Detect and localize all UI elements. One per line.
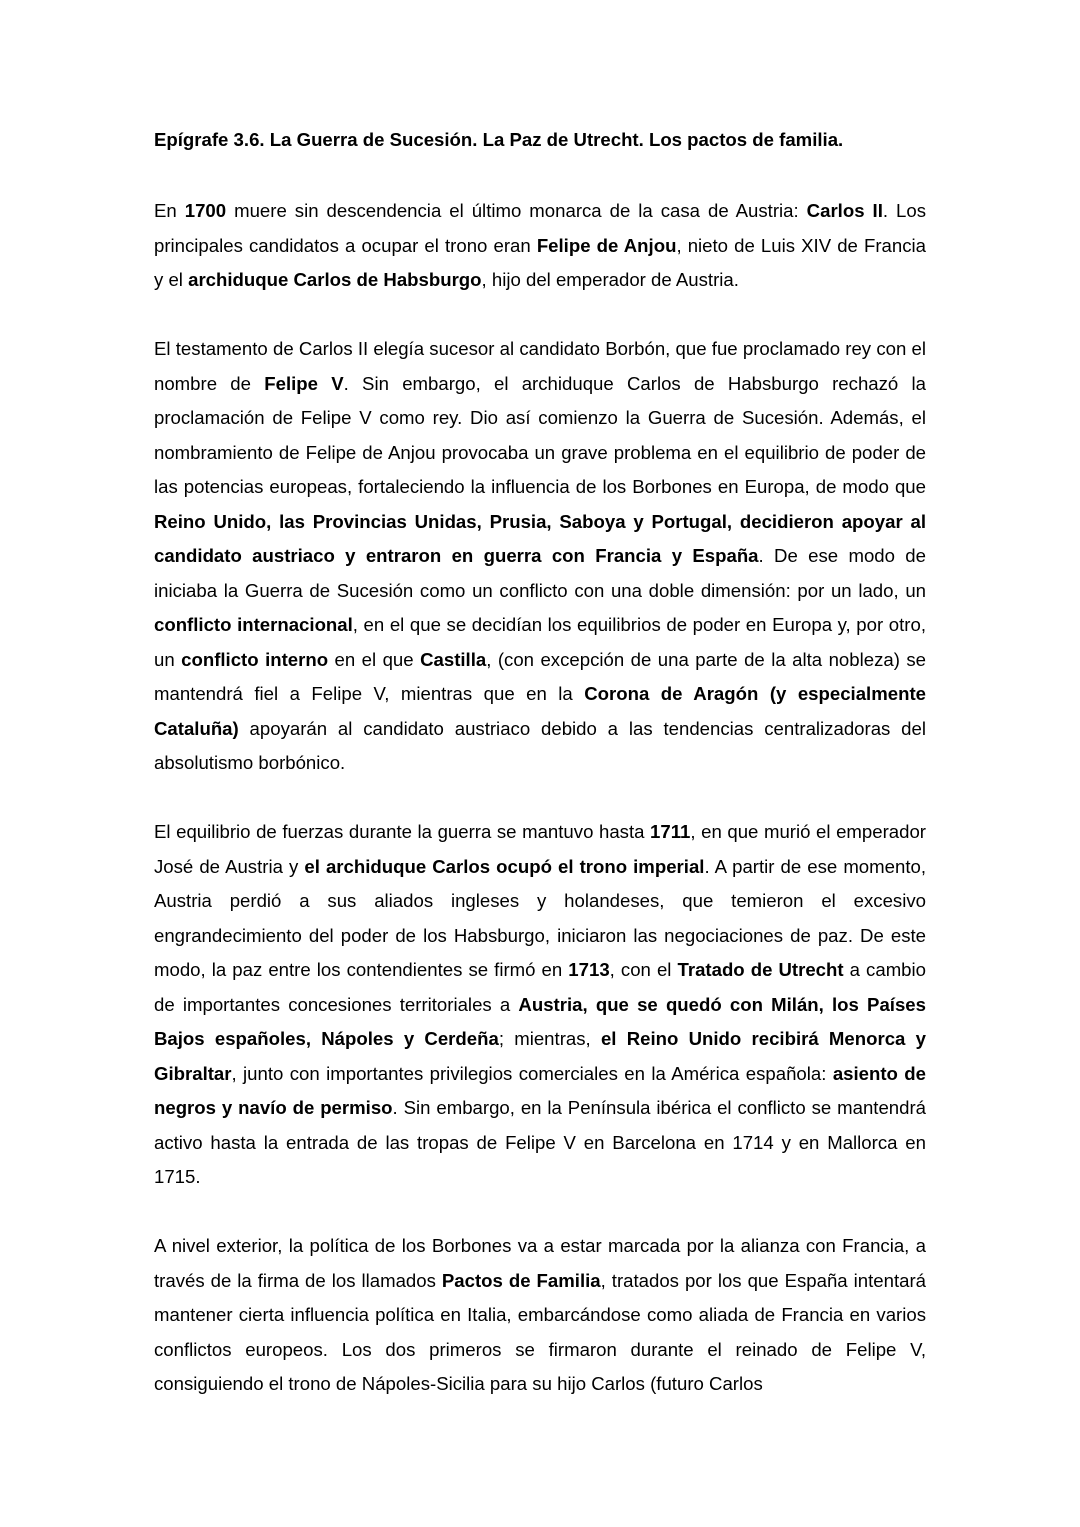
bold-text-run: asiento de negros y navío de permiso xyxy=(154,1062,926,1118)
bold-text-run: 1700 xyxy=(184,200,227,221)
bold-text-run: archiduque Carlos de Habsburgo xyxy=(188,269,482,290)
text-run: . De ese modo de iniciaba la Guerra de Sucesión como un conflicto con una doble dimensión: por un lado, un xyxy=(154,545,926,601)
text-run: , (con excepción de una parte de la alta nobleza) se mantendrá fiel a Felipe V, mientras que en la xyxy=(154,648,926,704)
text-run: ; mientras, xyxy=(498,1028,601,1049)
bold-text-run: Pactos de Familia xyxy=(441,1269,601,1291)
bold-text-run: Felipe V xyxy=(264,372,344,394)
bold-text-run: Felipe de Anjou xyxy=(536,234,677,256)
bold-text-run: Corona de Aragón (y especialmente Cataluña) xyxy=(154,683,926,739)
text-run: . A partir de ese momento, Austria perdió a sus aliados ingleses y holandeses, que temieron el excesivo engrandecimiento del poder de los Habsburgo, iniciaron las negociaciones de paz. De este modo, la paz entre los contendientes se firmó en xyxy=(154,855,926,980)
paragraph-succession xyxy=(154,194,926,298)
text-run: a cambio de importantes concesiones territoriales a xyxy=(154,959,926,1015)
text-run: muere sin descendencia el último monarca de la casa de Austria: xyxy=(226,200,807,221)
bold-text-run: conflicto internacional xyxy=(154,614,353,635)
text-run: El equilibrio de fuerzas durante la guerra se mantuvo hasta xyxy=(154,821,651,842)
text-run: . Sin embargo, el archiduque Carlos de Habsburgo rechazó la proclamación de Felipe V como rey. Dio así comienzo la Guerra de Sucesión. Además, el nombramiento de Felipe de Anjou provocaba un grave problema en el equilibrio de poder de las potencias europeas, fortaleciendo la influencia de los Borbones en Europa, de modo que xyxy=(154,372,926,497)
text-run: , nieto de Luis XIV de Francia y el xyxy=(154,234,926,290)
bold-text-run: el Reino Unido recibirá Menorca y Gibraltar xyxy=(154,1028,926,1084)
section-heading: Epígrafe 3.6. La Guerra de Sucesión. La Paz de Utrecht. Los pactos de familia. xyxy=(154,129,844,150)
text-run: en el que xyxy=(328,648,421,670)
paragraph-war xyxy=(154,332,926,781)
text-run: , en que murió el emperador José de Austria y xyxy=(154,821,926,877)
text-run: , en el que se decidían los equilibrios de poder en Europa y, por otro, un xyxy=(154,614,926,670)
bold-text-run: el archiduque Carlos ocupó el trono imperial xyxy=(304,855,705,877)
text-run: . Sin embargo, en la Península ibérica el conflicto se mantendrá activo hasta la entrada de las tropas de Felipe V en Barcelona en 1714 y en Mallorca en 1715. xyxy=(154,1097,927,1187)
bold-text-run: Reino Unido, las Provincias Unidas, Prusia, Saboya y Portugal, decidieron apoyar al candidato austriaco y entraron en guerra con Francia y España xyxy=(154,510,926,566)
text-run: , tratados por los que España intentará mantener cierta influencia política en Italia, embarcándose como aliada de Francia en varios conflictos europeos. Los dos primeros se firmaron durante el reinado de Felipe V, consiguiendo el trono de Nápoles-Sicilia para su hijo Carlos (futuro Carlos xyxy=(154,1269,926,1394)
bold-text-run: Austria, que se quedó con Milán, los Países Bajos españoles, Nápoles y Cerdeña xyxy=(154,993,926,1049)
bold-text-run: Tratado de Utrecht xyxy=(677,959,844,980)
text-run: . Los principales candidatos a ocupar el trono eran xyxy=(154,200,926,256)
text-run: , junto con importantes privilegios comerciales en la América española: xyxy=(231,1062,833,1084)
text-run: , hijo del emperador de Austria. xyxy=(481,269,739,290)
document-page xyxy=(154,125,926,1402)
text-run: A nivel exterior, la política de los Borbones va a estar marcada por la alianza con Francia, a través de la firma de los llamados xyxy=(154,1235,926,1291)
bold-text-run: 1711 xyxy=(650,821,691,842)
text-run: El testamento de Carlos II elegía sucesor al candidato Borbón, que fue proclamado rey con el nombre de xyxy=(154,338,926,394)
bold-text-run: 1713 xyxy=(568,959,610,980)
text-run: , con el xyxy=(609,959,678,980)
text-run: En xyxy=(154,200,185,221)
bold-text-run: Castilla xyxy=(420,648,487,670)
paragraph-utrecht xyxy=(154,815,926,1195)
text-run: apoyarán al candidato austriaco debido a las tendencias centralizadoras del absolutismo borbónico. xyxy=(154,717,926,773)
paragraph-family-pacts xyxy=(154,1229,926,1402)
bold-text-run: Carlos II xyxy=(806,200,883,221)
bold-text-run: conflicto interno xyxy=(181,648,329,670)
